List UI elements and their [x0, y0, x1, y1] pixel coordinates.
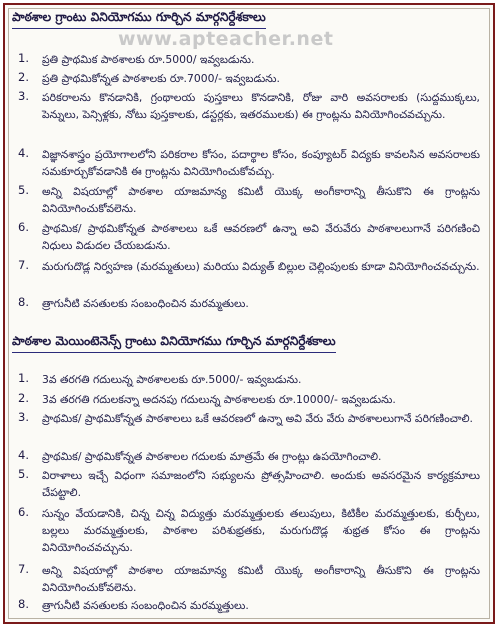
item-text: ప్రాథమిక/ ప్రాథమికోన్నత పాఠశాలల గదులకు మాత్రమే ఈ గ్రాంట్లు ఉపయోగించాలి.	[42, 450, 382, 463]
item-number: 4.	[18, 448, 29, 462]
section1-item-6	[18, 220, 480, 254]
section2-item-7	[18, 562, 480, 596]
item-number: 8.	[18, 295, 29, 309]
section1-item-2	[18, 70, 480, 87]
section2-item-1	[18, 371, 480, 388]
section2-item-4	[18, 448, 480, 465]
item-number: 3.	[18, 89, 29, 103]
item-number: 4.	[18, 146, 29, 160]
item-text: సున్నం వేయడానికి, చిన్న చిన్న విద్యుత్తు మరమ్మత్తులకు తలుపులు, కిటికీల మరమ్మత్తులకు, కుర్చీలు, బల్లలు మరమ్మత్తులకు, పాఠశాల పరిశుభ్రతకు, మరుగుదొడ్ల శుభ్రత కోసం ఈ గ్రాంట్లను వినియోగించవచ్చును.	[42, 507, 480, 554]
item-number: 1.	[18, 371, 29, 385]
item-text: ప్రతి ప్రాథమికోన్నత పాఠశాలకు రూ.7000/- ఇవ్వబడును.	[42, 72, 280, 85]
section2-item-6	[18, 505, 480, 556]
item-text: త్రాగునీటి వసతులకు సంబంధించిన మరమ్మత్తులు.	[42, 599, 249, 612]
item-text: ప్రతి ప్రాథమిక పాఠశాలకు రూ.5000/ ఇవ్వబడును.	[42, 53, 255, 66]
item-text: ప్రాథమిక/ ప్రాథమికోన్నత పాఠశాలలు ఒకే ఆవరణలో ఉన్నా అవి వేరు వేరు పాఠశాలలుగానే పరిగణించాలి.	[42, 412, 473, 425]
item-text: అన్ని విషయాల్లో పాఠశాల యాజమాన్య కమిటీ యొక్క అంగీకారాన్ని తీసుకొని ఈ గ్రాంట్లను వినియోగించుకోవలెను.	[42, 185, 480, 215]
item-number: 2.	[18, 391, 29, 405]
section2-item-8	[18, 597, 480, 614]
section2-item-5	[18, 467, 480, 501]
section1-item-7	[18, 258, 480, 275]
item-text: ప్రాథమిక/ ప్రాథమికోన్నత పాఠశాలలు ఒకే ఆవరణలో ఉన్నా అవి వేరువేరు పాఠశాలలుగానే పరిగణించి నిధులు విడుదల చేయబడును.	[42, 222, 480, 252]
item-number: 2.	[18, 70, 29, 84]
watermark: www.apteacher.net	[118, 28, 334, 50]
item-number: 5.	[18, 467, 29, 481]
item-text: త్రాగునీటి వసతులకు సంబంధించిన మరమ్మతులు.	[42, 297, 249, 310]
item-text: మరుగుదొడ్ల నిర్వహణ (మరమ్మతులు) మరియు విద్యుత్ బిల్లుల చెల్లింపులకు కూడా వినియోగించవచ్చును.	[42, 260, 480, 273]
section2-item-2	[18, 391, 480, 408]
item-number: 7.	[18, 258, 29, 272]
item-text: అన్ని విషయాల్లో పాఠశాల యాజమాన్య కమిటీ యొక్క అంగీకారాన్ని తీసుకొని ఈ గ్రాంట్లను వినియోగించుకోవలెను.	[42, 564, 480, 594]
item-text: 3వ తరగతి గదులకన్నా అదనపు గదులున్న పాఠశాలలకు రూ.10000/- ఇవ్వబడును.	[42, 393, 396, 406]
item-text: పరికరాలను కొనడానికి, గ్రంథాలయ పుస్తకాలు కొనడానికి, రోజు వారి అవసరాలకు (సుద్దముక్కలు, పెన్నులు, పెన్సిళ్లకు, నోటు పుస్తకాలకు, డస్టర్లకు, ఇతరములకు) ఈ గ్రాంట్లను వినియోగించవచ్చును.	[42, 91, 480, 121]
section1-item-4	[18, 146, 480, 180]
section1-heading: పాఠశాల గ్రాంటు వినియోగము గూర్చిన మార్గనిర్దేశకాలు	[12, 10, 266, 29]
section1-item-1	[18, 51, 480, 68]
item-number: 6.	[18, 220, 29, 234]
item-text: విజ్ఞానశాస్త్రం ప్రయోగాలలోని పరికరాల కోసం, పదార్థాల కోసం, కంప్యూటర్ విద్యకు కావలసిన అవసరాలకు సమకూర్చుకోవడానికి ఈ గ్రాంట్లను వినియోగించుకోవచ్చు.	[42, 148, 480, 178]
section1-item-8	[18, 295, 480, 312]
item-number: 5.	[18, 183, 29, 197]
section2-item-3	[18, 410, 480, 427]
item-number: 1.	[18, 51, 29, 65]
item-text: 3వ తరగతి గదులున్న పాఠశాలలకు రూ.5000/- ఇవ్వబడును.	[42, 373, 302, 386]
item-text: విరాళాలు ఇచ్చే విధంగా సమాజంలోని సభ్యులను ప్రోత్సహించాలి. అందుకు అవసరమైన కార్యక్రమాలు చేపట్టాలి.	[42, 469, 480, 499]
item-number: 6.	[18, 505, 29, 519]
item-number: 8.	[18, 597, 29, 611]
item-number: 7.	[18, 562, 29, 576]
item-number: 3.	[18, 410, 29, 424]
section1-item-5	[18, 183, 480, 217]
section1-item-3	[18, 89, 480, 123]
section2-heading: పాఠశాల మెయింటెనెన్స్ గ్రాంటు వినియోగము గూర్చిన మార్గనిర్దేశకాలు	[12, 334, 336, 353]
